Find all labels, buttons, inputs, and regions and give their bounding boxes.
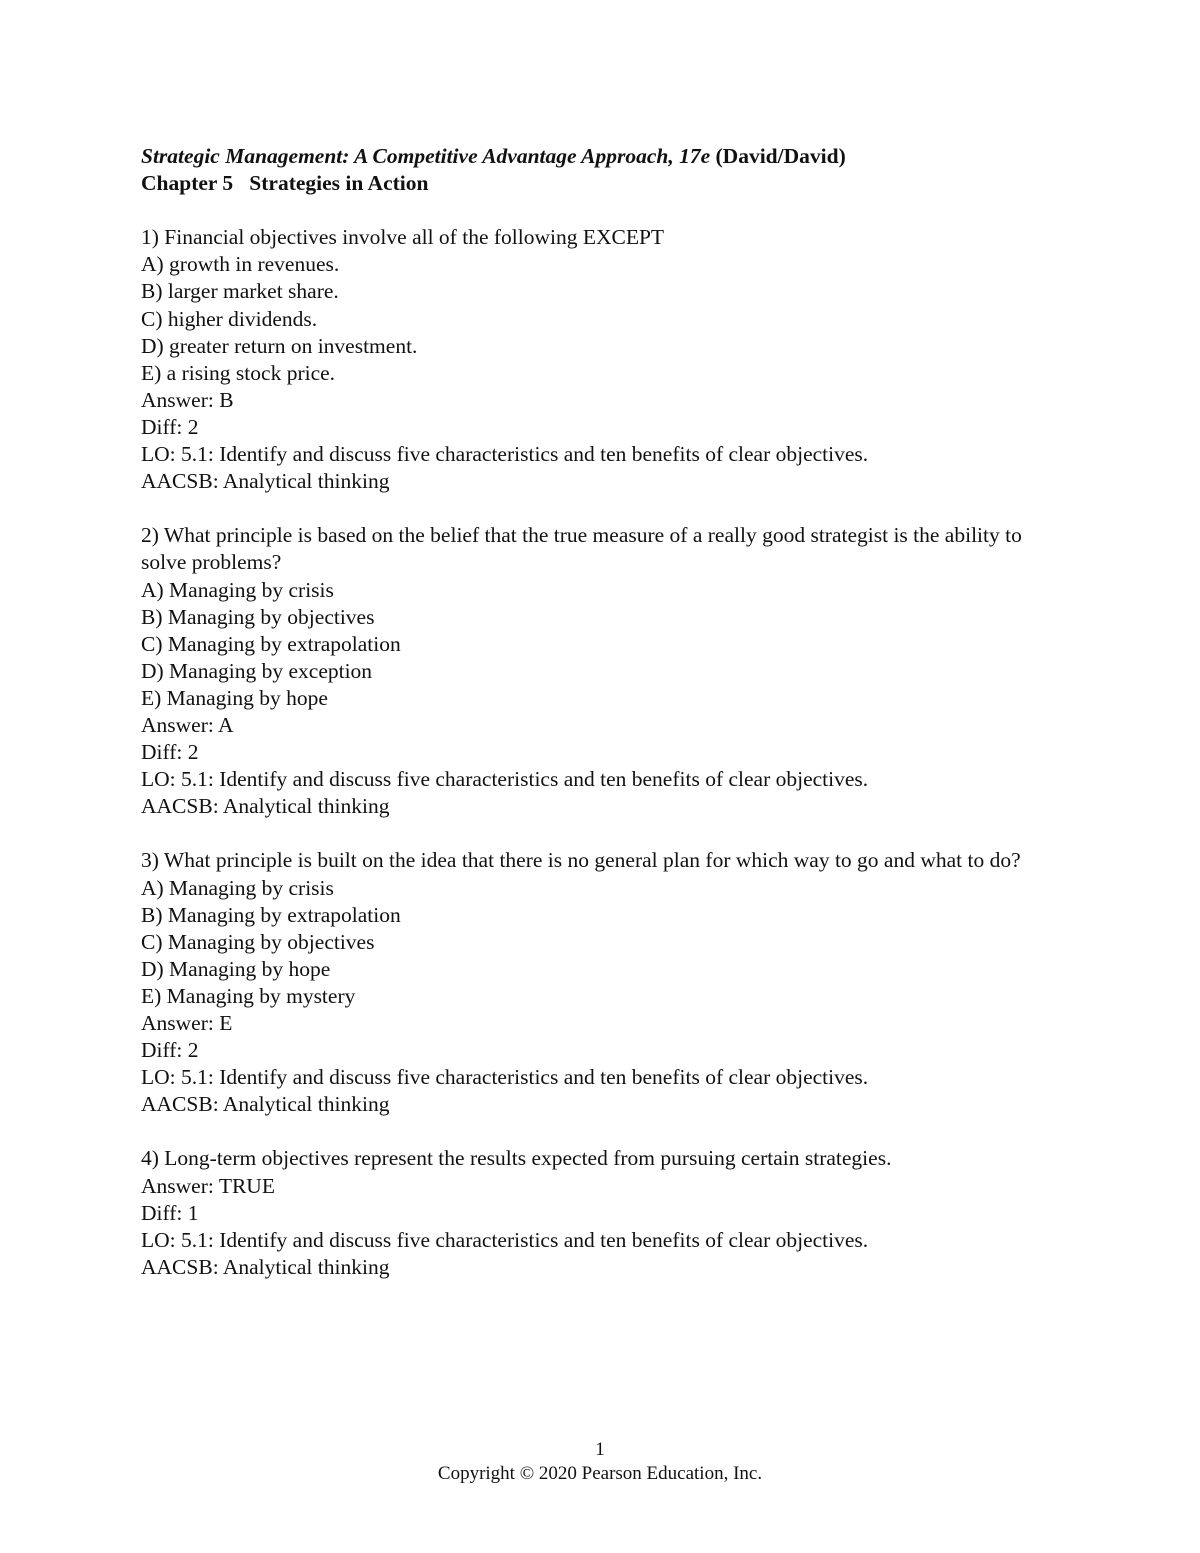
difficulty: Diff: 2 bbox=[141, 740, 199, 765]
aacsb-tag: AACSB: Analytical thinking bbox=[141, 469, 390, 494]
answer-option: A) Managing by crisis bbox=[141, 875, 334, 900]
answer-option: D) Managing by hope bbox=[141, 956, 331, 981]
answer-option: C) Managing by extrapolation bbox=[141, 631, 401, 656]
page-number: 1 bbox=[595, 1439, 605, 1460]
answer-option: C) higher dividends. bbox=[141, 306, 318, 331]
answer-option: D) Managing by exception bbox=[141, 658, 373, 683]
answer-key: Answer: TRUE bbox=[141, 1173, 275, 1198]
answer-option: E) Managing by hope bbox=[141, 685, 328, 710]
answer-key: Answer: B bbox=[141, 387, 234, 412]
answer-option: A) growth in revenues. bbox=[141, 252, 340, 277]
question-item bbox=[141, 1145, 1071, 1280]
difficulty: Diff: 2 bbox=[141, 414, 199, 439]
learning-objective: LO: 5.1: Identify and discuss five characteristics and ten benefits of clear objectives. bbox=[141, 1227, 869, 1252]
book-title: Strategic Management: A Competitive Advantage Approach, 17e bbox=[141, 144, 711, 168]
difficulty: Diff: 1 bbox=[141, 1200, 199, 1225]
answer-option: B) larger market share. bbox=[141, 279, 339, 304]
copyright-notice: Copyright © 2020 Pearson Education, Inc. bbox=[437, 1463, 763, 1484]
learning-objective: LO: 5.1: Identify and discuss five characteristics and ten benefits of clear objectives. bbox=[141, 1065, 869, 1090]
page-content bbox=[141, 143, 1071, 1281]
answer-option: D) greater return on investment. bbox=[141, 333, 418, 358]
aacsb-tag: AACSB: Analytical thinking bbox=[141, 1092, 390, 1117]
learning-objective: LO: 5.1: Identify and discuss five characteristics and ten benefits of clear objectives. bbox=[141, 767, 869, 792]
question-item bbox=[141, 224, 1071, 495]
answer-option: E) Managing by mystery bbox=[141, 983, 356, 1008]
book-authors: (David/David) bbox=[710, 144, 846, 168]
answer-option: A) Managing by crisis bbox=[141, 577, 334, 602]
answer-option: B) Managing by objectives bbox=[141, 604, 375, 629]
question-text: 2) What principle is based on the belief that the true measure of a really good strategist is the ability to solve problems? bbox=[141, 523, 1022, 575]
aacsb-tag: AACSB: Analytical thinking bbox=[141, 794, 390, 819]
answer-option: C) Managing by objectives bbox=[141, 929, 375, 954]
question-list bbox=[141, 224, 1071, 1281]
chapter-title: Chapter 5 Strategies in Action bbox=[141, 171, 429, 196]
question-text: 3) What principle is built on the idea that there is no general plan for which way to go and what to do? bbox=[141, 848, 1021, 873]
difficulty: Diff: 2 bbox=[141, 1038, 199, 1063]
aacsb-tag: AACSB: Analytical thinking bbox=[141, 1254, 390, 1279]
question-item bbox=[141, 847, 1071, 1118]
answer-key: Answer: E bbox=[141, 1011, 233, 1035]
question-text: 1) Financial objectives involve all of the following EXCEPT bbox=[141, 225, 665, 250]
book-title-line bbox=[141, 143, 1071, 170]
answer-option: B) Managing by extrapolation bbox=[141, 902, 401, 927]
learning-objective: LO: 5.1: Identify and discuss five characteristics and ten benefits of clear objectives. bbox=[141, 442, 869, 467]
answer-option: E) a rising stock price. bbox=[141, 360, 336, 385]
answer-key: Answer: A bbox=[141, 712, 234, 737]
question-text: 4) Long-term objectives represent the results expected from pursuing certain strategies. bbox=[141, 1146, 892, 1171]
question-item bbox=[141, 522, 1071, 820]
